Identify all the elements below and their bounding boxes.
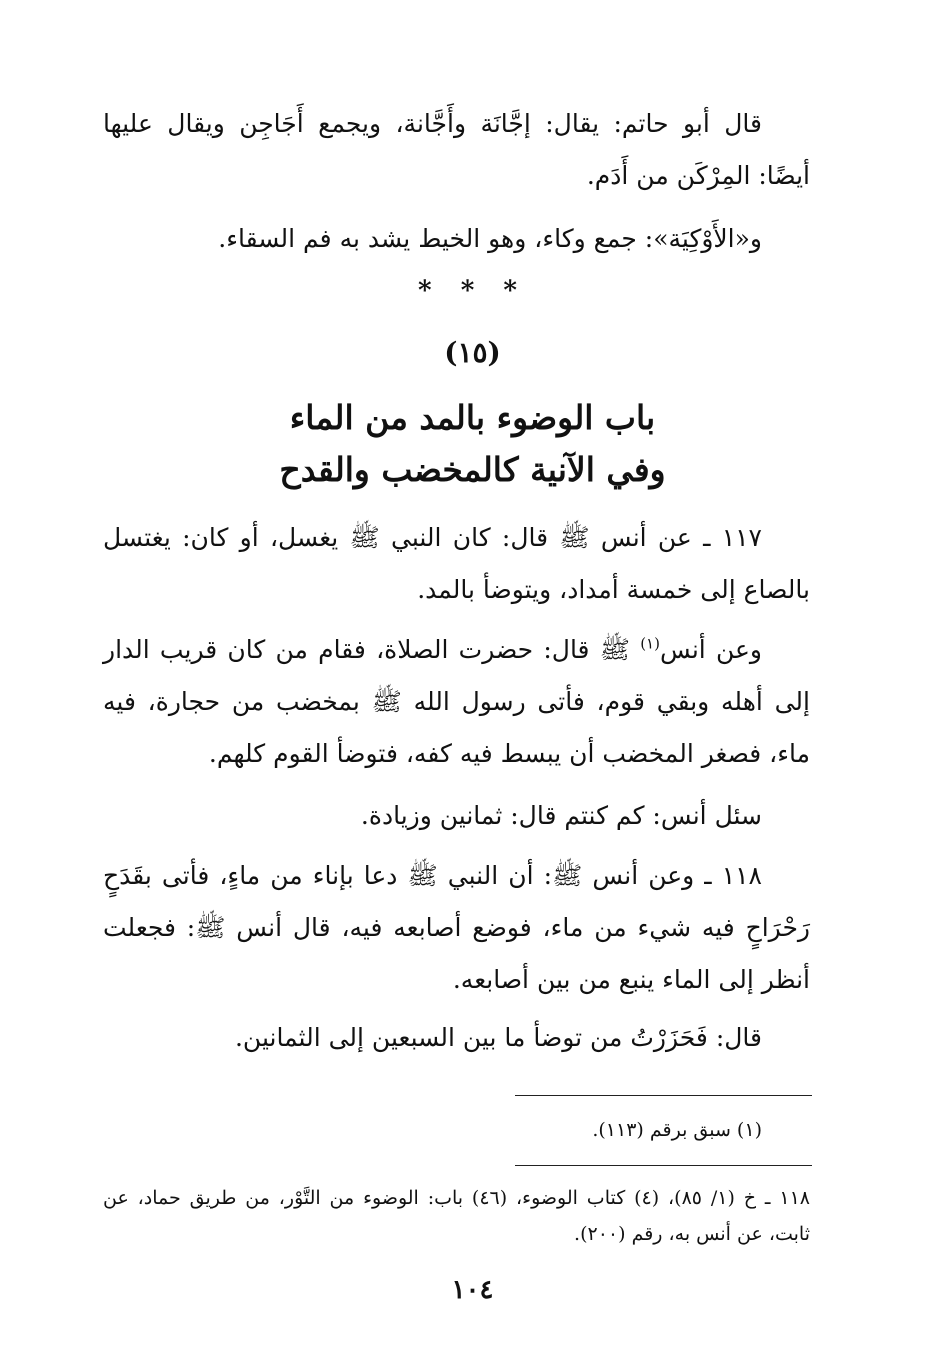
chapter-number: (١٥) (444, 336, 501, 369)
hadith-117: ١١٧ ـ عن أنس ﷺ قال: كان النبي ﷺ يغسل، أو كان: يغتسل بالصاع إلى خمسة أمداد، ويتوضأ بالمد. (103, 523, 810, 604)
section-separator: * * * (418, 276, 527, 306)
hadith-118: ١١٨ ـ وعن أنس ﷺ: أن النبي ﷺ دعا بإناء من ماءٍ، فأتى بقَدَحٍ رَحْرَاحٍ فيه شيء من ماء، فوضع أصابعه فيه، قال أنس ﷺ: فجعلت أنظر إلى الماء ينبع من بين أصابعه. (103, 861, 810, 994)
hadith-118-estimate: قال: فَحَزَرْتُ من توضأ ما بين السبعين إلى الثمانين. (234, 1023, 762, 1052)
abu-hatim-paragraph: قال أبو حاتم: يقال: إجَّانَة وأَجَّانة، ويجمع أَجَاجِن ويقال عليها أيضًا: المِرْكَن من أَدَم. (103, 109, 810, 190)
footnote-divider (515, 1095, 812, 1096)
chapter-title-line2: وفي الآنية كالمخضب والقدح (279, 450, 666, 489)
takhrij-divider (515, 1165, 812, 1166)
footnote-1: (١) سبق برقم (١١٣). (592, 1119, 762, 1141)
hadith-117-question: سئل أنس: كم كنتم قال: ثمانين وزيادة. (360, 801, 762, 830)
footnote-ref-1: (١) (640, 634, 660, 653)
narration-opening: وعن أنس (659, 635, 762, 664)
awkiya-paragraph: و«الأَوْكِيَة»: جمع وكاء، وهو الخيط يشد به فم السقاء. (218, 224, 762, 253)
narration-body: ﷺ قال: حضرت الصلاة، فقام من كان قريب الدار إلى أهله وبقي قوم، فأتى رسول الله ﷺ بمخضب من حجارة، فيه ماء، فصغر المخضب أن يبسط فيه كفه، فتوضأ القوم كلهم. (103, 635, 810, 768)
chapter-title (0, 392, 945, 496)
hadith-117-second-narration (103, 624, 810, 780)
chapter-title-line1: باب الوضوء بالمد من الماء (289, 398, 656, 437)
page-number: ١٠٤ (451, 1275, 494, 1305)
footnote-takhrij-118: ١١٨ ـ خ (١/ ٨٥)، (٤) كتاب الوضوء، (٤٦) باب: الوضوء من التَّوْر، من طريق حماد، عن ثابت، عن أنس به، رقم (٢٠٠). (103, 1187, 810, 1245)
